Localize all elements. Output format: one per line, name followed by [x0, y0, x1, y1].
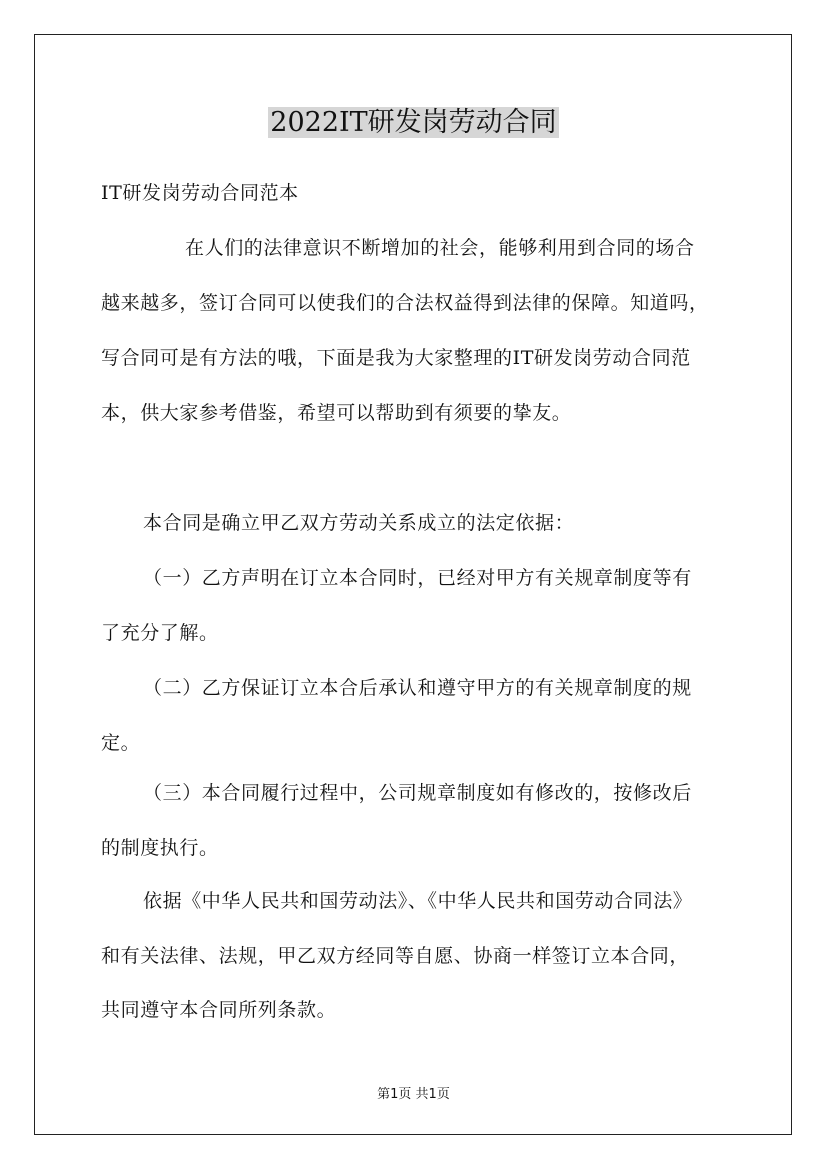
- document-title: [0, 100, 827, 143]
- intro-line-2: 越来越多，签订合同可以使我们的合法权益得到法律的保障。知道吗，: [101, 292, 709, 314]
- law-line-3: 共同遵守本合同所列条款。: [101, 999, 337, 1021]
- clause-1-line-1: （一）乙方声明在订立本合同时，已经对甲方有关规章制度等有: [143, 567, 692, 589]
- clause-1-line-2: 了充分了解。: [101, 622, 219, 644]
- intro-line-1: 在人们的法律意识不断增加的社会，能够利用到合同的场合: [185, 237, 695, 259]
- document-title-text: 2022IT研发岗劳动合同: [270, 107, 557, 138]
- intro-line-3: 写合同可是有方法的哦，下面是我为大家整理的IT研发岗劳动合同范: [101, 347, 691, 369]
- document-subtitle: IT研发岗劳动合同范本: [101, 182, 299, 204]
- clause-3-line-2: 的制度执行。: [101, 837, 219, 859]
- clause-2-line-2: 定。: [101, 732, 141, 754]
- basis-paragraph: 本合同是确立甲乙双方劳动关系成立的法定依据：: [143, 512, 575, 534]
- clause-3-line-1: （三）本合同履行过程中，公司规章制度如有修改的，按修改后: [143, 782, 692, 804]
- page-footer: 第1页 共1页: [377, 1087, 450, 1102]
- law-line-2: 和有关法律、法规，甲乙双方经同等自愿、协商一样签订立本合同，: [101, 945, 690, 967]
- law-line-1: 依据《中华人民共和国劳动法》、《中华人民共和国劳动合同法》: [143, 890, 693, 912]
- intro-line-4: 本，供大家参考借鉴，希望可以帮助到有须要的挚友。: [101, 402, 572, 424]
- clause-2-line-1: （二）乙方保证订立本合后承认和遵守甲方的有关规章制度的规: [143, 677, 692, 699]
